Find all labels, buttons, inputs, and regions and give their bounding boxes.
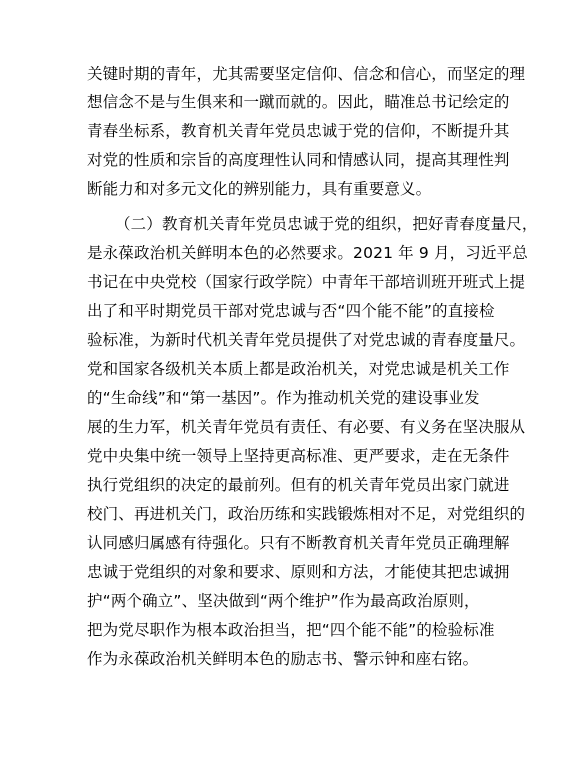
- paragraph-2-line-13: 忠诚于党组织的对象和要求、原则和方法，才能使其把忠诚拥: [87, 563, 510, 581]
- paragraph-2-line-14: 护“两个确立”、坚决做到“两个维护”作为最高政治原则，: [87, 592, 480, 610]
- paragraph-2-line-8: 展的生力军，机关青年党员有责任、有必要、有义务在坚决服从: [87, 418, 526, 436]
- paragraph-1-line-2: 想信念不是与生俱来和一蹴而就的。因此，瞄准总书记绘定的: [87, 93, 510, 111]
- paragraph-2-line-15: 把为党尽职作为根本政治担当，把“四个能不能”的检验标准: [87, 621, 495, 639]
- paragraph-2-line-3: 书记在中央党校（国家行政学院）中青年干部培训班开班式上提: [87, 273, 526, 291]
- paragraph-2-line-11: 校门、再进机关门，政治历练和实践锻炼相对不足，对党组织的: [87, 505, 526, 523]
- paragraph-2-line-12: 认同感归属感有待强化。只有不断教育机关青年党员正确理解: [87, 534, 510, 552]
- paragraph-2-line-6: 党和国家各级机关本质上都是政治机关，对党忠诚是机关工作: [87, 360, 510, 378]
- paragraph-2-line-16: 作为永葆政治机关鲜明本色的励志书、警示钟和座右铭。: [87, 650, 479, 668]
- paragraph-2-line-10: 执行党组织的决定的最前列。但有的机关青年党员出家门就进: [87, 476, 510, 494]
- paragraph-2-line-2: 是永葆政治机关鲜明本色的必然要求。2021 年 9 月，习近平总: [87, 244, 528, 262]
- paragraph-1-line-4: 对党的性质和宗旨的高度理性认同和情感认同，提高其理性判: [87, 151, 510, 169]
- paragraph-2-line-5: 验标准，为新时代机关青年党员提供了对党忠诚的青春度量尺。: [87, 331, 526, 349]
- paragraph-2-line-1: （二）教育机关青年党员忠诚于党的组织，把好青春度量尺，: [115, 215, 538, 233]
- paragraph-1-line-3: 青春坐标系，教育机关青年党员忠诚于党的信仰，不断提升其: [87, 122, 510, 140]
- paragraph-2-line-9: 党中央集中统一领导上坚持更高标准、更严要求，走在无条件: [87, 447, 510, 465]
- paragraph-1-line-1: 关键时期的青年，尤其需要坚定信仰、信念和信心，而坚定的理: [87, 65, 526, 83]
- paragraph-2-line-4: 出了和平时期党员干部对党忠诚与否“四个能不能”的直接检: [87, 302, 495, 320]
- paragraph-1-line-5: 断能力和对多元文化的辨别能力，具有重要意义。: [87, 180, 432, 198]
- paragraph-2-line-7: 的“生命线”和“第一基因”。作为推动机关党的建设事业发: [87, 389, 480, 407]
